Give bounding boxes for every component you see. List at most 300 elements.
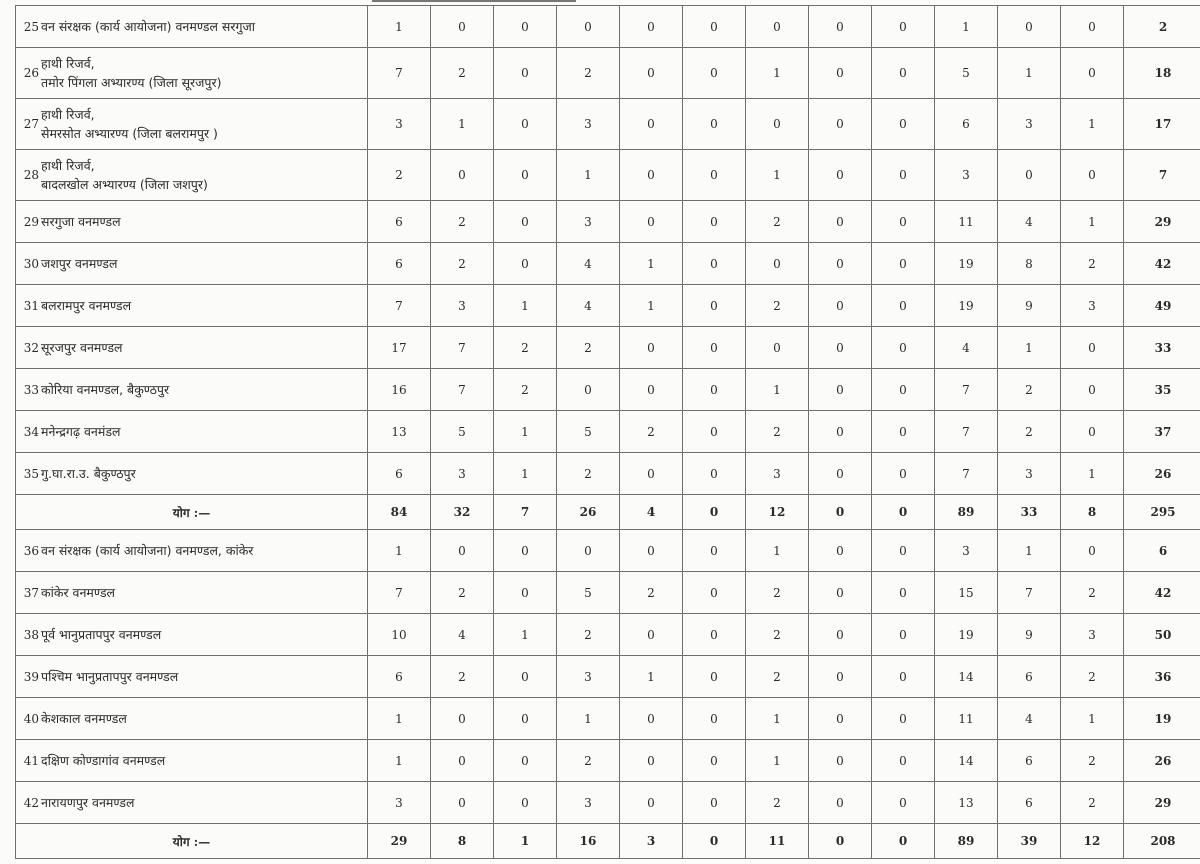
total-value-cell: 0 (872, 824, 935, 859)
value-cell: 3 (998, 453, 1061, 495)
value-cell: 10 (368, 614, 431, 656)
value-cell: 2 (557, 740, 620, 782)
value-cell: 0 (620, 530, 683, 572)
serial-number: 37 (16, 572, 41, 614)
value-cell: 8 (998, 243, 1061, 285)
value-cell: 1 (746, 48, 809, 99)
value-cell: 0 (809, 99, 872, 150)
division-name-line: कोरिया वनमण्डल, बैकुण्ठपुर (41, 382, 170, 397)
value-cell: 1 (494, 614, 557, 656)
value-cell: 0 (620, 48, 683, 99)
table-row (16, 572, 1200, 614)
value-cell: 0 (494, 530, 557, 572)
value-cell: 0 (683, 572, 746, 614)
value-cell: 0 (998, 6, 1061, 48)
value-cell: 0 (872, 614, 935, 656)
table-body (16, 6, 1200, 859)
value-cell: 0 (746, 243, 809, 285)
value-cell: 0 (683, 453, 746, 495)
value-cell: 0 (809, 782, 872, 824)
table-row (16, 6, 1200, 48)
value-cell: 6 (368, 201, 431, 243)
value-cell: 17 (368, 327, 431, 369)
value-cell: 0 (683, 530, 746, 572)
value-cell: 7 (935, 453, 998, 495)
value-cell: 0 (683, 614, 746, 656)
value-cell: 1 (368, 740, 431, 782)
value-cell: 2 (998, 369, 1061, 411)
value-cell: 4 (557, 285, 620, 327)
total-value-cell: 12 (1061, 824, 1124, 859)
total-value-cell: 0 (683, 495, 746, 530)
value-cell: 19 (935, 614, 998, 656)
value-cell: 2 (557, 614, 620, 656)
row-total: 29 (1124, 782, 1200, 824)
value-cell: 0 (683, 6, 746, 48)
total-value-cell: 0 (683, 824, 746, 859)
value-cell: 0 (494, 99, 557, 150)
value-cell: 1 (1061, 453, 1124, 495)
value-cell: 0 (809, 453, 872, 495)
value-cell: 1 (620, 656, 683, 698)
value-cell: 1 (998, 327, 1061, 369)
value-cell: 6 (368, 243, 431, 285)
value-cell: 0 (494, 150, 557, 201)
value-cell: 0 (809, 201, 872, 243)
value-cell: 3 (998, 99, 1061, 150)
value-cell: 0 (683, 782, 746, 824)
division-name-line: सूरजपुर वनमण्डल (41, 340, 123, 355)
table-row (16, 656, 1200, 698)
value-cell: 0 (683, 243, 746, 285)
value-cell: 7 (431, 369, 494, 411)
value-cell: 0 (494, 698, 557, 740)
value-cell: 1 (746, 530, 809, 572)
value-cell: 2 (431, 201, 494, 243)
value-cell: 0 (809, 572, 872, 614)
value-cell: 3 (746, 453, 809, 495)
value-cell: 0 (809, 243, 872, 285)
value-cell: 2 (620, 572, 683, 614)
value-cell: 3 (557, 99, 620, 150)
value-cell: 3 (431, 453, 494, 495)
value-cell: 0 (872, 99, 935, 150)
table-row (16, 530, 1200, 572)
value-cell: 7 (368, 572, 431, 614)
value-cell: 6 (935, 99, 998, 150)
table-row (16, 614, 1200, 656)
value-cell: 11 (935, 698, 998, 740)
value-cell: 1 (494, 285, 557, 327)
row-total: 42 (1124, 572, 1200, 614)
value-cell: 15 (935, 572, 998, 614)
value-cell: 2 (746, 782, 809, 824)
division-name-line: मनेन्द्रगढ़ वनमंडल (41, 424, 121, 439)
division-name-line: हाथी रिजर्व, (41, 56, 95, 71)
value-cell: 1 (746, 698, 809, 740)
value-cell: 1 (494, 411, 557, 453)
division-name (40, 530, 368, 572)
table-row (16, 369, 1200, 411)
serial-number: 34 (16, 411, 41, 453)
row-total: 42 (1124, 243, 1200, 285)
row-total: 18 (1124, 48, 1200, 99)
division-name (40, 369, 368, 411)
total-value-cell: 8 (431, 824, 494, 859)
division-name-line: सरगुजा वनमण्डल (41, 214, 121, 229)
value-cell: 2 (620, 411, 683, 453)
value-cell: 0 (683, 698, 746, 740)
value-cell: 13 (935, 782, 998, 824)
value-cell: 0 (620, 782, 683, 824)
value-cell: 1 (746, 150, 809, 201)
value-cell: 0 (620, 201, 683, 243)
division-name-line: गु.घा.रा.उ. बैकुण्ठपुर (41, 466, 136, 481)
total-value-cell: 8 (1061, 495, 1124, 530)
row-total: 29 (1124, 201, 1200, 243)
serial-number: 38 (16, 614, 41, 656)
value-cell: 7 (368, 285, 431, 327)
value-cell: 0 (809, 740, 872, 782)
value-cell: 2 (746, 285, 809, 327)
value-cell: 1 (368, 6, 431, 48)
serial-number: 31 (16, 285, 41, 327)
division-name (40, 285, 368, 327)
table-row (16, 453, 1200, 495)
row-total: 26 (1124, 740, 1200, 782)
value-cell: 0 (872, 530, 935, 572)
value-cell: 0 (809, 530, 872, 572)
total-value-cell: 29 (368, 824, 431, 859)
value-cell: 0 (809, 369, 872, 411)
value-cell: 0 (683, 740, 746, 782)
value-cell: 2 (746, 572, 809, 614)
value-cell: 3 (557, 782, 620, 824)
total-value-cell: 32 (431, 495, 494, 530)
table-row (16, 99, 1200, 150)
value-cell: 0 (872, 411, 935, 453)
value-cell: 0 (620, 740, 683, 782)
total-value-cell: 4 (620, 495, 683, 530)
value-cell: 0 (431, 6, 494, 48)
value-cell: 3 (935, 150, 998, 201)
value-cell: 4 (935, 327, 998, 369)
total-row (16, 824, 1200, 859)
value-cell: 0 (683, 48, 746, 99)
value-cell: 0 (431, 530, 494, 572)
serial-number: 25 (16, 6, 41, 48)
row-total: 49 (1124, 285, 1200, 327)
value-cell: 1 (368, 530, 431, 572)
value-cell: 9 (998, 285, 1061, 327)
value-cell: 0 (872, 572, 935, 614)
value-cell: 4 (998, 698, 1061, 740)
value-cell: 0 (494, 48, 557, 99)
value-cell: 0 (872, 327, 935, 369)
value-cell: 2 (557, 453, 620, 495)
value-cell: 7 (935, 411, 998, 453)
value-cell: 3 (557, 656, 620, 698)
value-cell: 0 (683, 327, 746, 369)
serial-number: 32 (16, 327, 41, 369)
value-cell: 1 (1061, 99, 1124, 150)
value-cell: 14 (935, 656, 998, 698)
table-row (16, 201, 1200, 243)
total-value-cell: 16 (557, 824, 620, 859)
value-cell: 2 (746, 656, 809, 698)
serial-number: 36 (16, 530, 41, 572)
value-cell: 0 (494, 243, 557, 285)
total-value-cell: 0 (809, 495, 872, 530)
total-value-cell: 26 (557, 495, 620, 530)
total-value-cell: 1 (494, 824, 557, 859)
value-cell: 0 (683, 369, 746, 411)
division-name (40, 243, 368, 285)
value-cell: 14 (935, 740, 998, 782)
value-cell: 1 (431, 99, 494, 150)
value-cell: 0 (494, 656, 557, 698)
value-cell: 3 (557, 201, 620, 243)
row-total: 36 (1124, 656, 1200, 698)
division-name (40, 698, 368, 740)
value-cell: 0 (494, 201, 557, 243)
value-cell: 0 (620, 369, 683, 411)
value-cell: 0 (683, 656, 746, 698)
division-name-line: वन संरक्षक (कार्य आयोजना) वनमण्डल सरगुजा (41, 19, 256, 34)
serial-number: 27 (16, 99, 41, 150)
value-cell: 0 (494, 6, 557, 48)
value-cell: 2 (1061, 656, 1124, 698)
value-cell: 5 (935, 48, 998, 99)
value-cell: 3 (1061, 285, 1124, 327)
value-cell: 1 (935, 6, 998, 48)
division-name-line: केशकाल वनमण्डल (41, 711, 127, 726)
value-cell: 0 (809, 6, 872, 48)
value-cell: 0 (998, 150, 1061, 201)
value-cell: 0 (746, 327, 809, 369)
value-cell: 3 (935, 530, 998, 572)
value-cell: 9 (998, 614, 1061, 656)
division-name (40, 99, 368, 150)
row-total: 6 (1124, 530, 1200, 572)
value-cell: 13 (368, 411, 431, 453)
value-cell: 1 (557, 698, 620, 740)
value-cell: 0 (872, 285, 935, 327)
value-cell: 2 (494, 327, 557, 369)
value-cell: 0 (494, 740, 557, 782)
row-total: 7 (1124, 150, 1200, 201)
value-cell: 0 (872, 782, 935, 824)
division-name-line: तमोर पिंगला अभ्यारण्य (जिला सूरजपुर) (41, 75, 222, 90)
serial-number: 40 (16, 698, 41, 740)
value-cell: 0 (620, 614, 683, 656)
value-cell: 0 (620, 327, 683, 369)
value-cell: 2 (1061, 572, 1124, 614)
value-cell: 0 (557, 369, 620, 411)
total-value-cell: 7 (494, 495, 557, 530)
value-cell: 0 (431, 740, 494, 782)
division-name-line: नारायणपुर वनमण्डल (41, 795, 135, 810)
value-cell: 0 (1061, 327, 1124, 369)
row-total: 37 (1124, 411, 1200, 453)
value-cell: 3 (368, 782, 431, 824)
serial-number: 30 (16, 243, 41, 285)
value-cell: 5 (431, 411, 494, 453)
value-cell: 0 (557, 530, 620, 572)
value-cell: 4 (557, 243, 620, 285)
division-name (40, 411, 368, 453)
value-cell: 1 (998, 48, 1061, 99)
value-cell: 2 (431, 572, 494, 614)
value-cell: 1 (620, 243, 683, 285)
value-cell: 16 (368, 369, 431, 411)
division-name (40, 614, 368, 656)
value-cell: 7 (431, 327, 494, 369)
serial-number: 35 (16, 453, 41, 495)
value-cell: 2 (431, 48, 494, 99)
value-cell: 0 (809, 285, 872, 327)
serial-number: 28 (16, 150, 41, 201)
value-cell: 0 (809, 150, 872, 201)
total-label: योग :— (16, 495, 368, 530)
division-name-line: बलरामपुर वनमण्डल (41, 298, 132, 313)
value-cell: 2 (431, 243, 494, 285)
table-row (16, 243, 1200, 285)
value-cell: 4 (431, 614, 494, 656)
serial-number: 42 (16, 782, 41, 824)
division-name-line: हाथी रिजर्व, (41, 107, 95, 122)
total-value-cell: 39 (998, 824, 1061, 859)
value-cell: 0 (557, 6, 620, 48)
value-cell: 0 (809, 614, 872, 656)
value-cell: 0 (746, 6, 809, 48)
serial-number: 41 (16, 740, 41, 782)
value-cell: 0 (872, 698, 935, 740)
total-value-cell: 89 (935, 824, 998, 859)
row-total: 19 (1124, 698, 1200, 740)
value-cell: 0 (683, 411, 746, 453)
value-cell: 2 (998, 411, 1061, 453)
division-name (40, 48, 368, 99)
value-cell: 0 (809, 48, 872, 99)
value-cell: 3 (368, 99, 431, 150)
value-cell: 0 (1061, 369, 1124, 411)
division-name (40, 782, 368, 824)
table-row (16, 740, 1200, 782)
value-cell: 0 (872, 453, 935, 495)
serial-number: 39 (16, 656, 41, 698)
division-name (40, 327, 368, 369)
division-name-line: सेमरसोत अभ्यारण्य (जिला बलरामपुर ) (41, 126, 218, 141)
table-row (16, 48, 1200, 99)
row-total: 50 (1124, 614, 1200, 656)
division-name (40, 572, 368, 614)
value-cell: 0 (620, 6, 683, 48)
value-cell: 0 (809, 698, 872, 740)
table-row (16, 150, 1200, 201)
value-cell: 1 (746, 369, 809, 411)
value-cell: 1 (620, 285, 683, 327)
division-name-line: पश्चिम भानुप्रतापपुर वनमण्डल (41, 669, 179, 684)
row-total: 17 (1124, 99, 1200, 150)
value-cell: 2 (1061, 243, 1124, 285)
value-cell: 1 (1061, 698, 1124, 740)
value-cell: 2 (1061, 782, 1124, 824)
value-cell: 0 (683, 99, 746, 150)
grand-total: 295 (1124, 495, 1200, 530)
value-cell: 0 (872, 48, 935, 99)
total-value-cell: 0 (872, 495, 935, 530)
total-label: योग :— (16, 824, 368, 859)
value-cell: 0 (494, 782, 557, 824)
division-name (40, 656, 368, 698)
division-name (40, 201, 368, 243)
value-cell: 5 (557, 411, 620, 453)
division-name-line: वन संरक्षक (कार्य आयोजना) वनमण्डल, कांकेर (41, 543, 254, 558)
table-row (16, 782, 1200, 824)
total-row (16, 495, 1200, 530)
value-cell: 0 (620, 698, 683, 740)
table-row (16, 411, 1200, 453)
value-cell: 1 (1061, 201, 1124, 243)
value-cell: 0 (872, 150, 935, 201)
total-value-cell: 0 (809, 824, 872, 859)
total-value-cell: 3 (620, 824, 683, 859)
value-cell: 7 (935, 369, 998, 411)
table-row (16, 285, 1200, 327)
value-cell: 0 (746, 99, 809, 150)
value-cell: 0 (872, 6, 935, 48)
value-cell: 0 (872, 656, 935, 698)
value-cell: 4 (998, 201, 1061, 243)
value-cell: 0 (1061, 150, 1124, 201)
value-cell: 0 (872, 201, 935, 243)
value-cell: 0 (620, 150, 683, 201)
total-value-cell: 89 (935, 495, 998, 530)
row-total: 33 (1124, 327, 1200, 369)
value-cell: 2 (746, 411, 809, 453)
value-cell: 0 (809, 327, 872, 369)
total-value-cell: 33 (998, 495, 1061, 530)
value-cell: 1 (998, 530, 1061, 572)
value-cell: 1 (368, 698, 431, 740)
value-cell: 3 (1061, 614, 1124, 656)
grand-total: 208 (1124, 824, 1200, 859)
division-name (40, 453, 368, 495)
row-total: 35 (1124, 369, 1200, 411)
value-cell: 6 (998, 782, 1061, 824)
value-cell: 0 (1061, 48, 1124, 99)
value-cell: 0 (1061, 411, 1124, 453)
value-cell: 0 (872, 243, 935, 285)
division-table (15, 5, 1200, 859)
serial-number: 26 (16, 48, 41, 99)
division-name-line: दक्षिण कोण्डागांव वनमण्डल (41, 753, 166, 768)
division-name-line: जशपुर वनमण्डल (41, 256, 118, 271)
value-cell: 3 (431, 285, 494, 327)
value-cell: 0 (431, 782, 494, 824)
value-cell: 6 (998, 740, 1061, 782)
value-cell: 0 (494, 572, 557, 614)
value-cell: 6 (368, 656, 431, 698)
value-cell: 1 (494, 453, 557, 495)
value-cell: 0 (620, 99, 683, 150)
table-row (16, 698, 1200, 740)
division-name-line: बादलखोल अभ्यारण्य (जिला जशपुर) (41, 177, 208, 192)
value-cell: 7 (368, 48, 431, 99)
value-cell: 0 (683, 201, 746, 243)
value-cell: 11 (935, 201, 998, 243)
